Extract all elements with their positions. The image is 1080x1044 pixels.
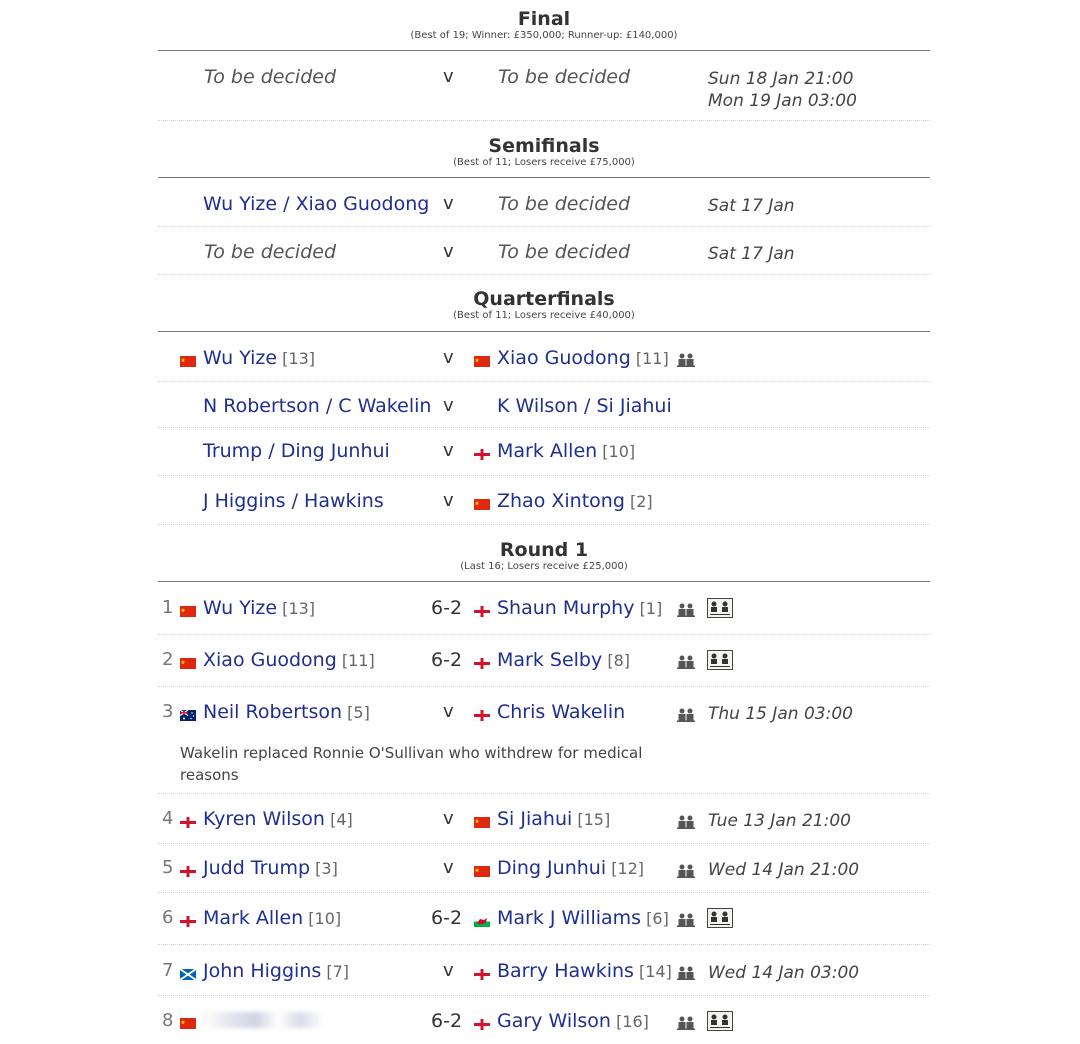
player-seed: [3] — [315, 859, 338, 878]
player-link[interactable]: Kyren Wilson — [203, 808, 325, 830]
player-link[interactable]: Xiao Guodong — [497, 347, 631, 369]
head-to-head-icon[interactable] — [677, 814, 695, 828]
head-to-head-icon[interactable] — [677, 1015, 695, 1029]
section-subtitle: (Best of 11; Losers receive £40,000) — [453, 310, 635, 321]
player-seed: [16] — [616, 1012, 649, 1031]
match-date: Wed 14 Jan 03:00 — [708, 963, 860, 983]
player-link[interactable]: Barry Hawkins — [497, 960, 634, 982]
match-date: Thu 15 Jan 03:00 — [708, 704, 853, 724]
england-flag-icon — [180, 866, 196, 877]
china-flag-icon — [474, 866, 490, 877]
player-seed: [15] — [577, 810, 611, 829]
match-date: Sat 17 Jan — [708, 196, 795, 216]
player-link[interactable]: Wu Yize — [203, 347, 278, 369]
section-rule — [158, 331, 930, 332]
wales-flag-icon — [474, 916, 490, 927]
head-to-head-icon[interactable] — [677, 602, 695, 616]
head-to-head-icon[interactable] — [677, 352, 695, 366]
vs-label: v — [443, 347, 454, 368]
player-seed: [11] — [635, 349, 669, 368]
player-seed: [6] — [646, 909, 669, 928]
china-flag-icon — [474, 817, 490, 828]
section-subtitle: (Best of 19; Winner: £350,000; Runner-up: £140,000) — [410, 30, 678, 41]
head-to-head-icon[interactable] — [677, 707, 695, 721]
china-flag-icon — [474, 356, 490, 367]
player-link[interactable]: J Higgins / Hawkins — [203, 490, 384, 512]
section-title: Quarterfinals — [473, 288, 615, 310]
match-number: 7 — [162, 960, 174, 981]
vs-label: v — [443, 66, 454, 87]
player-link[interactable]: Trump / Ding Junhui — [203, 440, 390, 462]
match-number: 1 — [162, 597, 174, 618]
match-score: 6-2 — [431, 597, 463, 619]
player-seed: [1] — [639, 599, 663, 618]
player-link[interactable]: N Robertson / C Wakelin — [203, 395, 432, 417]
player-seed: [8] — [607, 651, 630, 670]
player-link[interactable]: Shaun Murphy — [497, 597, 635, 619]
player-link[interactable]: Xiao Guodong — [203, 649, 337, 671]
section-subtitle: (Last 16; Losers receive £25,000) — [460, 561, 628, 572]
match-stats-icon[interactable] — [707, 908, 733, 928]
player2-tbd: To be decided — [498, 241, 630, 263]
vs-label: v — [443, 701, 454, 722]
section-title: Final — [517, 8, 571, 30]
head-to-head-icon[interactable] — [677, 654, 695, 668]
player-link[interactable]: Gary Wilson — [497, 1010, 611, 1032]
round1-match-row — [158, 635, 930, 687]
player1-tbd: To be decided — [204, 241, 336, 263]
round1-match-row — [158, 844, 930, 893]
player-link[interactable]: Neil Robertson — [203, 701, 343, 723]
player1-tbd: To be decided — [204, 66, 336, 88]
round1-match-row — [158, 893, 930, 945]
quarterfinal-match-row — [158, 382, 930, 428]
vs-label: v — [443, 960, 454, 981]
player2-tbd: To be decided — [498, 66, 630, 88]
player-seed: [10] — [308, 909, 342, 928]
vs-label: v — [443, 395, 454, 416]
vs-label: v — [443, 857, 454, 878]
semifinals-header — [158, 135, 930, 169]
match-number: 8 — [162, 1010, 174, 1031]
player-seed: [13] — [282, 599, 315, 618]
player-link[interactable]: K Wilson / Si Jiahui — [497, 395, 672, 417]
section-rule — [158, 50, 930, 51]
head-to-head-icon[interactable] — [677, 965, 695, 979]
head-to-head-icon[interactable] — [677, 912, 695, 926]
player-link[interactable]: Mark Allen — [497, 440, 598, 462]
player-seed: [2] — [629, 492, 653, 511]
semifinal-match-row — [158, 179, 930, 227]
england-flag-icon — [474, 606, 490, 617]
quarterfinals-header — [158, 288, 930, 322]
england-flag-icon — [474, 449, 490, 460]
player-link[interactable]: Mark Selby — [497, 649, 603, 671]
round1-match-row — [158, 945, 930, 996]
player-seed: [12] — [611, 859, 645, 878]
player-link[interactable]: Judd Trump — [203, 857, 311, 879]
scotland-flag-icon — [180, 969, 196, 980]
match-date: Mon 19 Jan 03:00 — [708, 91, 857, 111]
player-link[interactable]: Chris Wakelin — [497, 701, 626, 723]
england-flag-icon — [180, 916, 196, 927]
england-flag-icon — [180, 817, 196, 828]
china-flag-icon — [180, 1018, 196, 1029]
vs-label: v — [443, 440, 454, 461]
head-to-head-icon[interactable] — [677, 863, 695, 877]
match-date: Sun 18 Jan 21:00 — [708, 69, 854, 89]
match-date: Tue 13 Jan 21:00 — [708, 811, 851, 831]
player-link[interactable]: Wu Yize — [203, 597, 278, 619]
player-link[interactable]: Si Jiahui — [497, 808, 573, 830]
australia-flag-icon — [180, 710, 196, 721]
match-score: 6-2 — [431, 1010, 463, 1032]
section-rule — [158, 177, 930, 178]
match-date: Wed 14 Jan 21:00 — [708, 860, 860, 880]
match-stats-icon[interactable] — [707, 1011, 733, 1031]
final-header — [158, 8, 930, 42]
round1-match-row — [158, 794, 930, 844]
section-subtitle: (Best of 11; Losers receive £75,000) — [453, 157, 635, 168]
player-seed: [5] — [347, 703, 370, 722]
player-seed: [4] — [330, 810, 353, 829]
player-seed: [11] — [341, 651, 375, 670]
player-seed: [7] — [326, 962, 350, 981]
match-score: 6-2 — [431, 649, 463, 671]
section-rule — [158, 581, 930, 582]
match-stats-icon[interactable] — [707, 650, 733, 670]
quarterfinal-match-row — [158, 428, 930, 476]
player-seed: [10] — [602, 442, 636, 461]
match-number: 6 — [162, 907, 174, 928]
china-flag-icon — [474, 499, 490, 510]
player-link[interactable]: Zhao Xintong — [497, 490, 625, 512]
round1-header — [158, 539, 930, 573]
match-score: 6-2 — [431, 907, 463, 929]
match-note: Wakelin replaced Ronnie O'Sullivan who withdrew for medical reasons — [180, 744, 643, 784]
round1-match-row — [158, 583, 930, 635]
vs-label: v — [443, 808, 454, 829]
england-flag-icon — [474, 969, 490, 980]
china-flag-icon — [180, 606, 196, 617]
match-number: 5 — [162, 857, 174, 878]
match-date: Sat 17 Jan — [708, 244, 795, 264]
match-number: 2 — [162, 649, 174, 670]
round1-match-row — [158, 687, 930, 794]
match-number: 4 — [162, 808, 174, 829]
match-number: 3 — [162, 701, 174, 722]
redacted-player-name — [203, 1012, 353, 1028]
section-title: Round 1 — [499, 539, 589, 561]
match-stats-icon[interactable] — [707, 598, 733, 618]
england-flag-icon — [474, 1019, 490, 1030]
china-flag-icon — [180, 356, 196, 367]
player-link[interactable]: John Higgins — [203, 960, 322, 982]
vs-label: v — [443, 193, 454, 214]
player-link[interactable]: Ding Junhui — [497, 857, 607, 879]
england-flag-icon — [474, 710, 490, 721]
player2-tbd: To be decided — [498, 193, 630, 215]
section-title: Semifinals — [488, 135, 600, 157]
semifinal-match-row — [158, 227, 930, 275]
player-link[interactable]: Mark J Williams — [497, 907, 642, 929]
vs-label: v — [443, 241, 454, 262]
player-seed: [14] — [639, 962, 672, 981]
england-flag-icon — [474, 658, 490, 669]
round1-match-row — [158, 996, 930, 1044]
final-match-row — [158, 52, 930, 121]
quarterfinal-match-row — [158, 476, 930, 525]
player-link[interactable]: Mark Allen — [203, 907, 304, 929]
vs-label: v — [443, 490, 454, 511]
china-flag-icon — [180, 658, 196, 669]
player-link[interactable]: Wu Yize / Xiao Guodong — [203, 193, 430, 215]
quarterfinal-match-row — [158, 333, 930, 382]
player-seed: [13] — [282, 349, 315, 368]
